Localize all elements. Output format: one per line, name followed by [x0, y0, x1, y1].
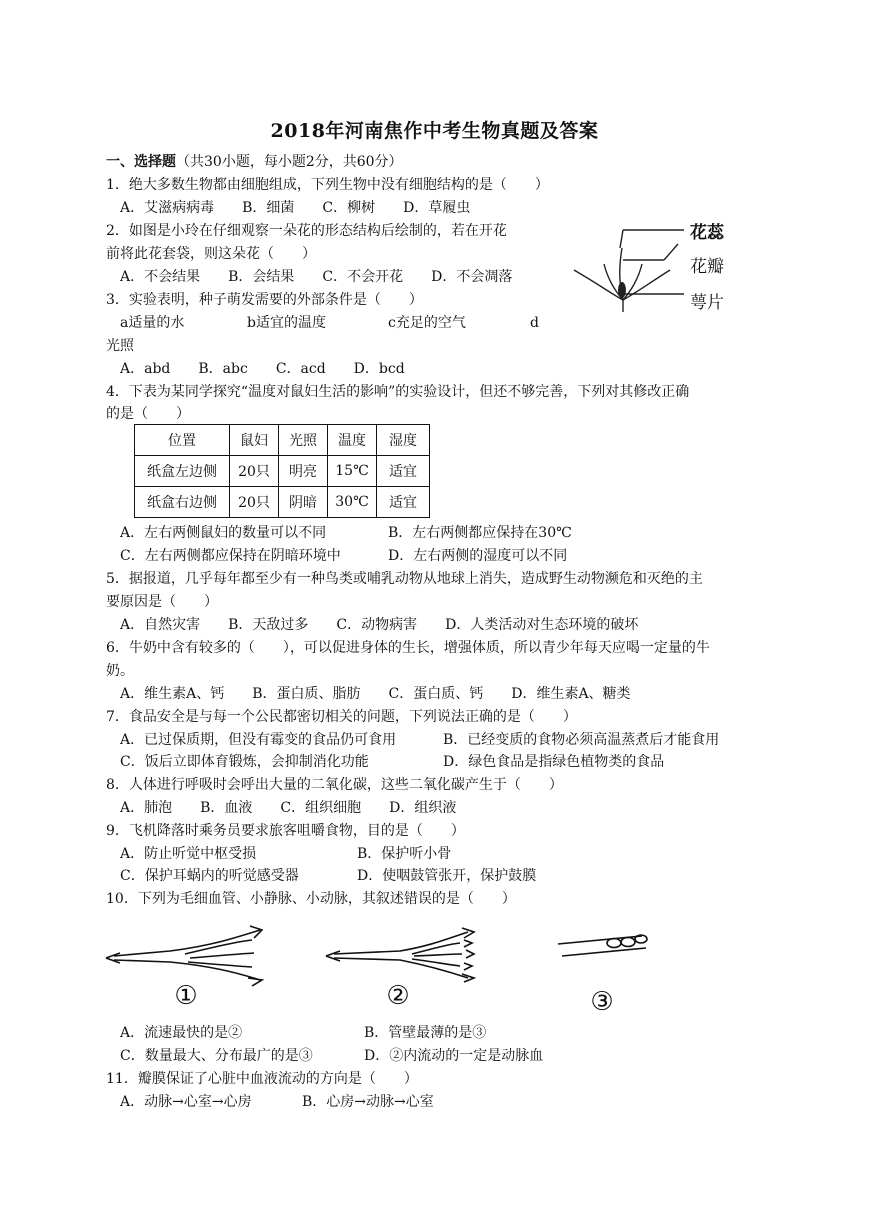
table-cell: 适宜 [377, 487, 430, 518]
q7-option-c: C．饭后立即体育锻炼，会抑制消化功能 [120, 754, 369, 770]
table-cell: 30℃ [328, 487, 377, 518]
q6-stem-line1: 6．牛奶中含有较多的（ ），可以促进身体的生长，增强体质，所以青少年每天应喝一定量的牛 [106, 640, 710, 656]
q11-stem: 11．瓣膜保证了心脏中血液流动的方向是（ ） [106, 1071, 418, 1087]
q2-options: A．不会结果 B．会结果 C．不会开花 D．不会凋落 [120, 269, 513, 285]
q2-stem-line1: 2．如图是小玲在仔细观察一朵花的形态结构后绘制的，若在开花 [106, 223, 507, 239]
section-note: （共30小题，每小题2分，共60分） [176, 154, 403, 170]
q3-cond-c: c充足的空气 [388, 315, 466, 331]
q6-options: A．维生素A、钙 B．蛋白质、脂肪 C．蛋白质、钙 D．维生素A、糖类 [120, 686, 631, 702]
q4-option-b: B．左右两侧都应保持在30℃ [388, 525, 572, 541]
table-cell: 纸盒右边侧 [135, 487, 230, 518]
section-label: 一、选择题 [106, 154, 176, 170]
q8-stem: 8．人体进行呼吸时会呼出大量的二氧化碳，这些二氧化碳产生于（ ） [106, 777, 563, 793]
q9-option-a: A．防止听觉中枢受损 [120, 846, 257, 862]
q10-stem: 10．下列为毛细血管、小静脉、小动脉，其叙述错误的是（ ） [106, 891, 516, 907]
table-cell: 纸盒左边侧 [135, 456, 230, 487]
q9-option-c: C．保护耳蜗内的听觉感受器 [120, 868, 299, 884]
q1-stem: 1．绝大多数生物都由细胞组成，下列生物中没有细胞结构的是（ ） [106, 177, 549, 193]
table-header-cell: 光照 [279, 425, 328, 456]
q3-cond-d: d [530, 315, 539, 331]
vessel-label: ② [386, 981, 410, 1011]
table-cell: 阴暗 [279, 487, 328, 518]
q5-options: A．自然灾害 B．天敌过多 C．动物病害 D．人类活动对生态环境的破坏 [120, 617, 639, 633]
vessel-label: ③ [590, 987, 614, 1017]
q3-stem: 3．实验表明，种子萌发需要的外部条件是（ ） [106, 292, 423, 308]
q4-stem-line2: 的是（ ） [106, 406, 190, 422]
q7-option-a: A．已过保质期，但没有霉变的食品仍可食用 [120, 732, 397, 748]
q7-option-d: D．绿色食品是指绿色植物类的食品 [443, 754, 665, 770]
experiment-table [134, 424, 430, 518]
q7-option-b: B．已经变质的食物必须高温蒸煮后才能食用 [443, 732, 720, 748]
q11-option-b: B．心房→动脉→心室 [302, 1094, 434, 1110]
table-header-cell: 温度 [328, 425, 377, 456]
q9-option-d: D．使咽鼓管张开，保护鼓膜 [357, 868, 537, 884]
q4-stem-line1: 4．下表为某同学探究“温度对鼠妇生活的影响”的实验设计，但还不够完善，下列对其修改正确 [106, 384, 690, 400]
q3-cond-d-text: 光照 [106, 338, 134, 354]
flower-diagram [560, 212, 760, 327]
q4-option-d: D．左右两侧的湿度可以不同 [388, 548, 568, 564]
q11-option-a: A．动脉→心室→心房 [120, 1094, 252, 1110]
stamen-label: 花蕊 [690, 223, 724, 243]
q6-stem-line2: 奶。 [106, 663, 134, 679]
q9-stem: 9．飞机降落时乘务员要求旅客咀嚼食物，目的是（ ） [106, 823, 465, 839]
q3-cond-a: a适量的水 [120, 315, 185, 331]
table-row [135, 456, 430, 487]
table-cell: 15℃ [328, 456, 377, 487]
q10-option-a: A．流速最快的是② [120, 1025, 243, 1041]
q3-cond-b: b适宜的温度 [247, 315, 326, 331]
table-header-cell: 湿度 [377, 425, 430, 456]
q10-option-d: D．②内流动的一定是动脉血 [364, 1048, 544, 1064]
sepal-label: 萼片 [690, 293, 724, 313]
q10-option-c: C．数量最大、分布最广的是③ [120, 1048, 313, 1064]
table-row [135, 487, 430, 518]
q4-option-a: A．左右两侧鼠妇的数量可以不同 [120, 525, 327, 541]
table-header-cell: 鼠妇 [230, 425, 279, 456]
section-heading [106, 152, 403, 172]
table-header-row [135, 425, 430, 456]
table-cell: 20只 [230, 487, 279, 518]
table-cell: 适宜 [377, 456, 430, 487]
q8-options: A．肺泡 B．血液 C．组织细胞 D．组织液 [120, 800, 457, 816]
q9-option-b: B．保护听小骨 [357, 846, 452, 862]
q5-stem-line1: 5．据报道，几乎每年都至少有一种鸟类或哺乳动物从地球上消失，造成野生动物濒危和灭绝的主 [106, 571, 703, 587]
q1-options: A．艾滋病病毒 B．细菌 C．柳树 D．草履虫 [120, 200, 471, 216]
vessel-label: ① [174, 981, 198, 1011]
q2-stem-line2: 前将此花套袋，则这朵花（ ） [106, 246, 316, 262]
petal-label: 花瓣 [690, 257, 724, 277]
page-title: 2018年河南焦作中考生物真题及答案 [270, 120, 599, 142]
q3-options: A．abd B．abc C．acd D．bcd [120, 361, 405, 377]
table-cell: 20只 [230, 456, 279, 487]
q10-option-b: B．管壁最薄的是③ [364, 1025, 487, 1041]
q7-stem: 7．食品安全是与每一个公民都密切相关的问题，下列说法正确的是（ ） [106, 709, 577, 725]
table-header-cell: 位置 [135, 425, 230, 456]
q5-stem-line2: 要原因是（ ） [106, 594, 218, 610]
q4-option-c: C．左右两侧都应保持在阴暗环境中 [120, 548, 341, 564]
table-cell: 明亮 [279, 456, 328, 487]
vessel-diagram [100, 918, 680, 1018]
